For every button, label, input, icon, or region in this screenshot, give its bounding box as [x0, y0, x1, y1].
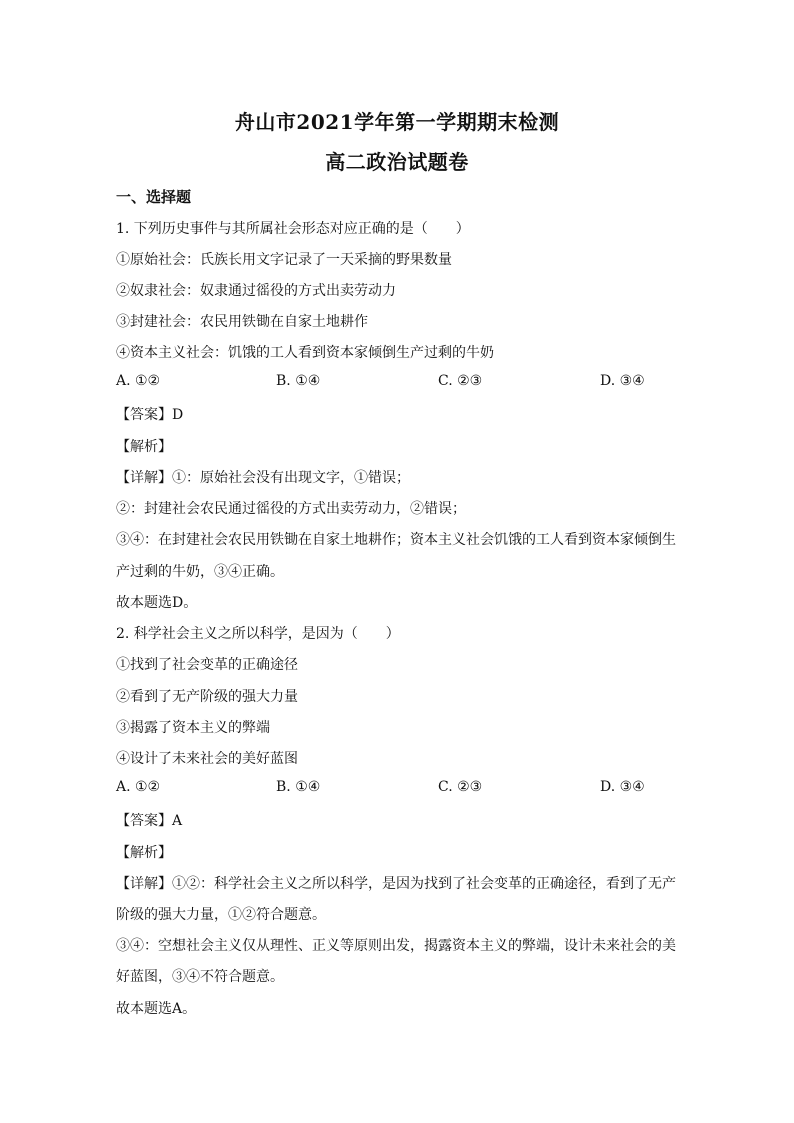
question-1-conclusion: 故本题选D。: [116, 595, 198, 611]
question-1-option-d: D. ③④: [600, 373, 645, 389]
question-1-item: ②奴隶社会：奴隶通过徭役的方式出卖劳动力: [116, 283, 396, 299]
question-1-detail-line: 产过剩的牛奶，③④正确。: [116, 564, 284, 580]
question-1-answer: 【答案】D: [116, 407, 184, 423]
question-2-item: ③揭露了资本主义的弊端: [116, 720, 270, 736]
question-2-option-c: C. ②③: [438, 779, 483, 795]
question-1-stem: 1. 下列历史事件与其所属社会形态对应正确的是（ ）: [116, 221, 470, 237]
question-2-detail-line: 【详解】①②：科学社会主义之所以科学，是因为找到了社会变革的正确途径，看到了无产: [116, 876, 676, 892]
question-2-conclusion: 故本题选A。: [116, 1001, 197, 1017]
question-2-item: ①找到了社会变革的正确途径: [116, 657, 298, 673]
question-2-detail-line: 阶级的强大力量，①②符合题意。: [116, 907, 326, 923]
question-2-detail-line: 好蓝图，③④不符合题意。: [116, 969, 284, 985]
question-1-option-c: C. ②③: [438, 373, 483, 389]
question-2-item: ④设计了未来社会的美好蓝图: [116, 751, 298, 767]
question-1-detail-line: 【详解】①：原始社会没有出现文字，①错误；: [116, 470, 410, 486]
question-1-option-a: A. ①②: [116, 373, 161, 389]
question-1-item: ④资本主义社会：饥饿的工人看到资本家倾倒生产过剩的牛奶: [116, 345, 494, 361]
question-1-detail-line: ②：封建社会农民通过徭役的方式出卖劳动力，②错误；: [116, 501, 466, 517]
question-2-stem: 2. 科学社会主义之所以科学，是因为（ ）: [116, 626, 400, 642]
question-2-item: ②看到了无产阶级的强大力量: [116, 689, 298, 705]
question-2-answer: 【答案】A: [116, 813, 183, 829]
question-2-detail-line: ③④：空想社会主义仅从理性、正义等原则出发，揭露资本主义的弊端，设计未来社会的美: [116, 938, 676, 954]
question-1-detail-line: ③④：在封建社会农民用铁锄在自家土地耕作；资本主义社会饥饿的工人看到资本家倾倒生: [116, 532, 676, 548]
question-1-option-b: B. ①④: [276, 373, 321, 389]
question-1-item: ③封建社会：农民用铁锄在自家土地耕作: [116, 314, 368, 330]
question-2-analysis-label: 【解析】: [116, 845, 172, 861]
question-1-item: ①原始社会：氏族长用文字记录了一天采摘的野果数量: [116, 252, 452, 268]
question-2-option-a: A. ①②: [116, 779, 161, 795]
page-subtitle: 高二政治试题卷: [325, 150, 469, 174]
section-title: 一、选择题: [116, 188, 192, 206]
question-2-option-d: D. ③④: [600, 779, 645, 795]
question-2-option-b: B. ①④: [276, 779, 321, 795]
question-1-analysis-label: 【解析】: [116, 439, 172, 455]
page-title: 舟山市2021学年第一学期期末检测: [234, 110, 560, 134]
